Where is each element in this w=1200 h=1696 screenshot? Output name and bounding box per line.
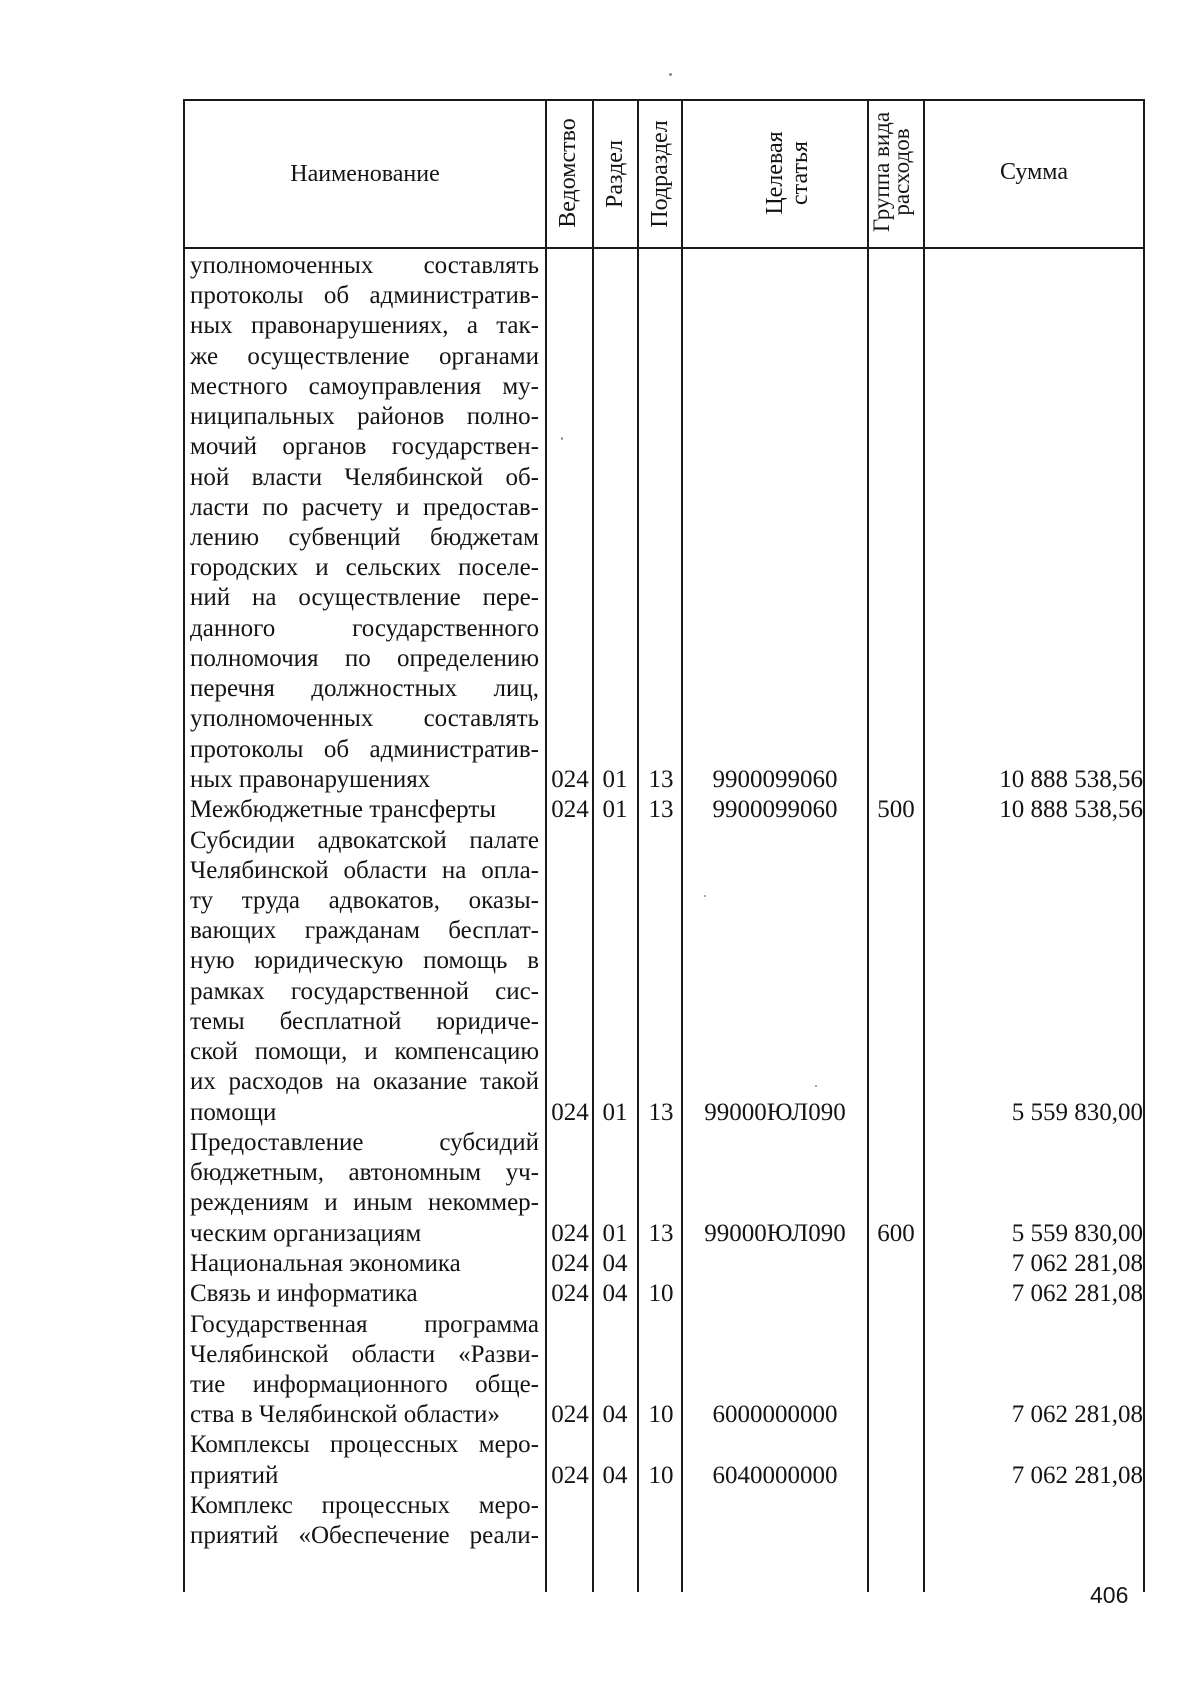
razdel-cell: 04: [602, 1250, 628, 1277]
name-line: Предоставление субсидий: [190, 1129, 539, 1156]
header-target: [723, 98, 823, 248]
header-sum: Сумма: [1000, 159, 1068, 185]
name-line: Челябинской области на опла-: [190, 857, 539, 884]
vedomstvo-cell: 024: [551, 1401, 589, 1428]
name-line: городских и сельских поселе-: [190, 554, 539, 581]
divider-razd-podr: [637, 99, 639, 1592]
vedomstvo-cell: 024: [551, 766, 589, 793]
name-line: Челябинской области «Разви-: [190, 1341, 539, 1368]
podrazdel-cell: 10: [648, 1401, 674, 1428]
header-bottom-border: [183, 247, 1145, 249]
divider-podr-tsel: [681, 99, 683, 1592]
vedomstvo-cell: 024: [551, 796, 589, 823]
razdel-cell: 04: [602, 1401, 628, 1428]
scan-speck: [815, 1085, 817, 1087]
name-line: рамках государственной сис-: [190, 978, 539, 1005]
name-line: реждениям и иным некоммер-: [190, 1189, 539, 1216]
target-cell: 6040000000: [712, 1462, 838, 1489]
podrazdel-cell: 10: [648, 1280, 674, 1307]
scan-speck: [669, 73, 672, 76]
name-line: ную юридическую помощь в: [190, 947, 539, 974]
sum-cell: 10 888 538,56: [999, 796, 1143, 823]
podrazdel-cell: 10: [648, 1462, 674, 1489]
divider-name-ved: [545, 99, 547, 1592]
name-line: ных правонарушениях, а так-: [190, 312, 539, 339]
name-line: Комплекс процессных меро-: [190, 1492, 539, 1519]
razdel-cell: 04: [602, 1280, 628, 1307]
name-line: ства в Челябинской области»: [190, 1401, 500, 1428]
podrazdel-cell: 13: [648, 1220, 674, 1247]
name-line: Национальная экономика: [190, 1250, 461, 1277]
target-cell: 99000ЮЛ090: [704, 1220, 846, 1247]
name-line: приятий «Обеспечение реали-: [190, 1522, 539, 1549]
name-line: мочий органов государствен-: [190, 433, 539, 460]
name-line: Связь и информатика: [190, 1280, 418, 1307]
name-line: ласти по расчету и предостав-: [190, 494, 539, 521]
sum-cell: 7 062 281,08: [1011, 1462, 1143, 1489]
name-line: данного государственного: [190, 615, 539, 642]
name-line: уполномоченных составлять: [190, 252, 539, 279]
group-cell: 500: [877, 796, 915, 823]
name-line: ту труда адвокатов, оказы-: [190, 887, 539, 914]
sum-cell: 7 062 281,08: [1011, 1401, 1143, 1428]
right-border: [1143, 99, 1145, 1592]
page-number: 406: [1090, 1582, 1129, 1608]
name-line: полномочия по определению: [190, 645, 539, 672]
name-line: приятий: [190, 1462, 279, 1489]
name-line: лению субвенций бюджетам: [190, 524, 539, 551]
header-group-line2: расходов: [889, 128, 914, 216]
name-line: их расходов на оказание такой: [190, 1068, 539, 1095]
header-target-line2: статья: [787, 141, 813, 205]
header-razdel: Раздел: [602, 140, 628, 208]
vedomstvo-cell: 024: [551, 1099, 589, 1126]
name-line: помощи: [190, 1099, 277, 1126]
vedomstvo-cell: 024: [551, 1220, 589, 1247]
target-cell: 9900099060: [712, 766, 838, 793]
scan-speck: [704, 895, 706, 897]
razdel-cell: 01: [602, 796, 628, 823]
name-line: ний на осуществление пере-: [190, 584, 539, 611]
header-target-line1: Целевая: [762, 131, 788, 215]
podrazdel-cell: 13: [648, 766, 674, 793]
left-border: [183, 99, 185, 1592]
header-name: Наименование: [290, 161, 440, 187]
razdel-cell: 01: [602, 1220, 628, 1247]
podrazdel-cell: 13: [648, 1099, 674, 1126]
razdel-cell: 04: [602, 1462, 628, 1489]
podrazdel-cell: 13: [648, 796, 674, 823]
name-line: Комплексы процессных меро-: [190, 1431, 539, 1458]
name-line: темы бесплатной юридиче-: [190, 1008, 539, 1035]
name-line: ной власти Челябинской об-: [190, 464, 539, 491]
header-group-line1: Группа вида: [869, 111, 894, 233]
sum-cell: 7 062 281,08: [1011, 1250, 1143, 1277]
name-line: уполномоченных составлять: [190, 705, 539, 732]
name-line: протоколы об административ-: [190, 282, 539, 309]
target-cell: 9900099060: [712, 796, 838, 823]
divider-grp-sum: [923, 99, 925, 1592]
name-line: вающих гражданам бесплат-: [190, 917, 539, 944]
razdel-cell: 01: [602, 1099, 628, 1126]
name-line: местного самоуправления му-: [190, 373, 539, 400]
name-line: Межбюджетные трансферты: [190, 796, 497, 823]
name-line: ниципальных районов полно-: [190, 403, 539, 430]
table-top-border: [183, 99, 1145, 101]
name-line: бюджетным, автономным уч-: [190, 1159, 539, 1186]
header-podrazdel: Подраздел: [647, 120, 673, 228]
sum-cell: 5 559 830,00: [1011, 1099, 1143, 1126]
name-line: ческим организациям: [190, 1220, 422, 1247]
name-line: протоколы об административ-: [190, 736, 539, 763]
razdel-cell: 01: [602, 766, 628, 793]
group-cell: 600: [877, 1220, 915, 1247]
target-cell: 99000ЮЛ090: [704, 1099, 846, 1126]
sum-cell: 5 559 830,00: [1011, 1220, 1143, 1247]
sum-cell: 10 888 538,56: [999, 766, 1143, 793]
name-line: тие информационного обще-: [190, 1371, 539, 1398]
name-line: Государственная программа: [190, 1311, 539, 1338]
name-line: ской помощи, и компенсацию: [190, 1038, 539, 1065]
divider-ved-razd: [592, 99, 594, 1592]
name-line: перечня должностных лиц,: [190, 675, 539, 702]
header-group: [869, 98, 923, 248]
name-line: Субсидии адвокатской палате: [190, 827, 539, 854]
target-cell: 6000000000: [712, 1401, 838, 1428]
vedomstvo-cell: 024: [551, 1462, 589, 1489]
vedomstvo-cell: 024: [551, 1280, 589, 1307]
vedomstvo-cell: 024: [551, 1250, 589, 1277]
header-vedomstvo: Ведомство: [555, 118, 581, 228]
divider-tsel-grp: [867, 99, 869, 1592]
scan-speck: [561, 437, 563, 440]
name-line: же осуществление органами: [190, 343, 539, 370]
name-line: ных правонарушениях: [190, 766, 431, 793]
sum-cell: 7 062 281,08: [1011, 1280, 1143, 1307]
